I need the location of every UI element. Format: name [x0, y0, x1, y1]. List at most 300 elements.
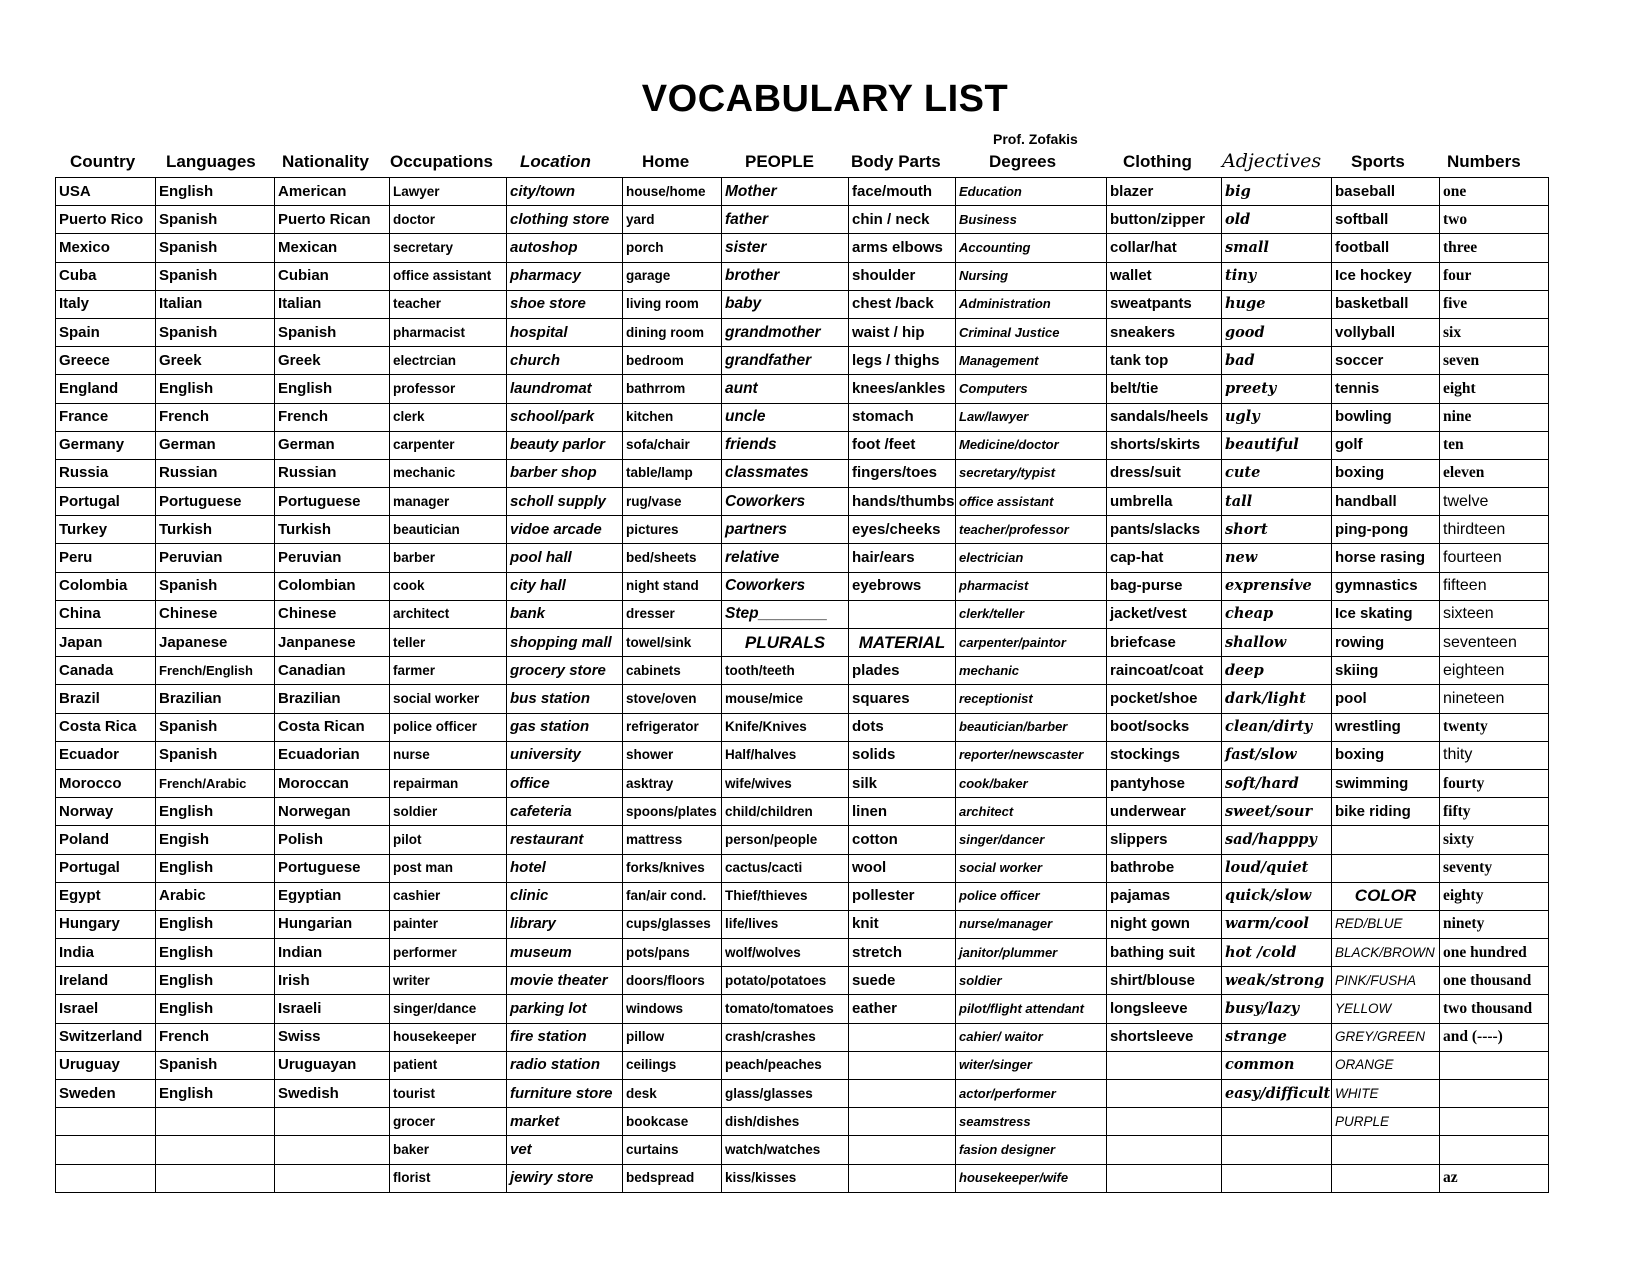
cell-sport: rowing [1332, 629, 1440, 657]
table-row [56, 431, 1549, 459]
cell-location: vet [507, 1136, 623, 1164]
table-row [56, 600, 1549, 628]
cell-adjective: strange [1222, 1023, 1332, 1051]
cell-degree: Nursing [956, 262, 1107, 290]
cell-number: six [1440, 318, 1549, 346]
cell-degree: actor/performer [956, 1080, 1107, 1108]
cell-number: nine [1440, 403, 1549, 431]
cell-number: ten [1440, 431, 1549, 459]
cell-degree: housekeeper/wife [956, 1164, 1107, 1192]
table-row [56, 1136, 1549, 1164]
cell-nationality: Norwegan [275, 798, 390, 826]
cell-number: seven [1440, 347, 1549, 375]
cell-degree: mechanic [956, 657, 1107, 685]
cell-degree: Business [956, 206, 1107, 234]
cell-people: person/people [722, 826, 849, 854]
cell-nationality: Peruvian [275, 544, 390, 572]
cell-language: French/Arabic [156, 769, 275, 797]
cell-occupation: grocer [390, 1108, 507, 1136]
cell-nationality: Swiss [275, 1023, 390, 1051]
table-row [56, 657, 1549, 685]
cell-home: desk [623, 1080, 722, 1108]
cell-language: English [156, 910, 275, 938]
cell-adjective: common [1222, 1051, 1332, 1079]
cell-sport: boxing [1332, 459, 1440, 487]
cell-clothing [1107, 1080, 1222, 1108]
cell-country: Greece [56, 347, 156, 375]
cell-body-part [849, 1164, 956, 1192]
cell-adjective: good [1222, 318, 1332, 346]
cell-degree: electrician [956, 544, 1107, 572]
cell-number: eleven [1440, 459, 1549, 487]
cell-sport: bike riding [1332, 798, 1440, 826]
cell-occupation: housekeeper [390, 1023, 507, 1051]
cell-occupation: farmer [390, 657, 507, 685]
cell-sport: pool [1332, 685, 1440, 713]
table-row [56, 826, 1549, 854]
cell-location: clinic [507, 882, 623, 910]
cell-location: bus station [507, 685, 623, 713]
cell-language: Portuguese [156, 488, 275, 516]
cell-home: bed/sheets [623, 544, 722, 572]
cell-occupation: florist [390, 1164, 507, 1192]
cell-language: Spanish [156, 318, 275, 346]
cell-number: eight [1440, 375, 1549, 403]
cell-number [1440, 1136, 1549, 1164]
cell-nationality: English [275, 375, 390, 403]
cell-nationality: French [275, 403, 390, 431]
cell-country: Germany [56, 431, 156, 459]
table-row [56, 488, 1549, 516]
cell-nationality [275, 1136, 390, 1164]
cell-body-part: foot /feet [849, 431, 956, 459]
cell-nationality: Greek [275, 347, 390, 375]
cell-adjective: short [1222, 516, 1332, 544]
cell-degree: Computers [956, 375, 1107, 403]
cell-language: English [156, 798, 275, 826]
cell-degree: pharmacist [956, 572, 1107, 600]
cell-language: Spanish [156, 572, 275, 600]
cell-home: kitchen [623, 403, 722, 431]
header-languages: Languages [166, 152, 256, 171]
cell-clothing: stockings [1107, 741, 1222, 769]
cell-adjective: ugly [1222, 403, 1332, 431]
cell-body-part: face/mouth [849, 178, 956, 206]
cell-language: English [156, 967, 275, 995]
cell-nationality: Chinese [275, 600, 390, 628]
cell-degree: carpenter/paintor [956, 629, 1107, 657]
cell-country: USA [56, 178, 156, 206]
cell-location: school/park [507, 403, 623, 431]
page-title: VOCABULARY LIST [641, 78, 1009, 120]
cell-location: grocery store [507, 657, 623, 685]
cell-home: sofa/chair [623, 431, 722, 459]
cell-occupation: painter [390, 910, 507, 938]
cell-people: Step________ [722, 600, 849, 628]
cell-language: Japanese [156, 629, 275, 657]
cell-home: night stand [623, 572, 722, 600]
cell-people: crash/crashes [722, 1023, 849, 1051]
cell-country: Uruguay [56, 1051, 156, 1079]
cell-language: German [156, 431, 275, 459]
cell-location: movie theater [507, 967, 623, 995]
cell-degree: Administration [956, 290, 1107, 318]
cell-adjective: fast/slow [1222, 741, 1332, 769]
cell-sport: golf [1332, 431, 1440, 459]
cell-country: Ecuador [56, 741, 156, 769]
cell-sport: horse rasing [1332, 544, 1440, 572]
cell-language: French [156, 1023, 275, 1051]
cell-body-part: waist / hip [849, 318, 956, 346]
cell-clothing: pajamas [1107, 882, 1222, 910]
cell-sport: softball [1332, 206, 1440, 234]
cell-occupation: doctor [390, 206, 507, 234]
cell-nationality: Moroccan [275, 769, 390, 797]
cell-body-part: suede [849, 967, 956, 995]
cell-occupation: teller [390, 629, 507, 657]
cell-clothing: underwear [1107, 798, 1222, 826]
cell-adjective: clean/dirty [1222, 713, 1332, 741]
cell-country: Spain [56, 318, 156, 346]
cell-body-part [849, 1023, 956, 1051]
cell-adjective: tall [1222, 488, 1332, 516]
cell-clothing: sandals/heels [1107, 403, 1222, 431]
cell-sport: Ice hockey [1332, 262, 1440, 290]
cell-people: grandfather [722, 347, 849, 375]
cell-adjective: shallow [1222, 629, 1332, 657]
cell-adjective: warm/cool [1222, 910, 1332, 938]
cell-sport [1332, 826, 1440, 854]
cell-clothing: blazer [1107, 178, 1222, 206]
cell-nationality: Hungarian [275, 910, 390, 938]
cell-people: brother [722, 262, 849, 290]
cell-body-part: squares [849, 685, 956, 713]
cell-occupation: professor [390, 375, 507, 403]
cell-degree: cook/baker [956, 769, 1107, 797]
cell-people: glass/glasses [722, 1080, 849, 1108]
cell-people: tooth/teeth [722, 657, 849, 685]
cell-sport: football [1332, 234, 1440, 262]
cell-clothing [1107, 1164, 1222, 1192]
cell-people: relative [722, 544, 849, 572]
cell-body-part: fingers/toes [849, 459, 956, 487]
cell-nationality: Spanish [275, 318, 390, 346]
cell-nationality: Colombian [275, 572, 390, 600]
table-row [56, 854, 1549, 882]
cell-adjective: old [1222, 206, 1332, 234]
cell-nationality: Egyptian [275, 882, 390, 910]
cell-number: one [1440, 178, 1549, 206]
cell-degree: nurse/manager [956, 910, 1107, 938]
cell-degree: office assistant [956, 488, 1107, 516]
cell-country [56, 1108, 156, 1136]
cell-people: uncle [722, 403, 849, 431]
cell-location: jewiry store [507, 1164, 623, 1192]
cell-occupation: nurse [390, 741, 507, 769]
cell-country: Portugal [56, 488, 156, 516]
cell-language: Spanish [156, 741, 275, 769]
table-row [56, 629, 1549, 657]
cell-location: gas station [507, 713, 623, 741]
cell-adjective: exprensive [1222, 572, 1332, 600]
cell-home: mattress [623, 826, 722, 854]
cell-people: tomato/tomatoes [722, 995, 849, 1023]
cell-degree: clerk/teller [956, 600, 1107, 628]
cell-location: shopping mall [507, 629, 623, 657]
header-clothing: Clothing [1123, 152, 1192, 171]
cell-degree: janitor/plummer [956, 939, 1107, 967]
header-location: Location [520, 152, 591, 171]
cell-location: pool hall [507, 544, 623, 572]
cell-home: table/lamp [623, 459, 722, 487]
table-row [56, 882, 1549, 910]
cell-adjective: beautiful [1222, 431, 1332, 459]
cell-sport: boxing [1332, 741, 1440, 769]
cell-home: living room [623, 290, 722, 318]
cell-home: windows [623, 995, 722, 1023]
cell-nationality: Polish [275, 826, 390, 854]
cell-adjective: cute [1222, 459, 1332, 487]
cell-home: pillow [623, 1023, 722, 1051]
cell-body-part: hair/ears [849, 544, 956, 572]
cell-location: scholl supply [507, 488, 623, 516]
cell-body-part: MATERIAL [849, 629, 956, 657]
cell-location: autoshop [507, 234, 623, 262]
cell-number: thity [1440, 741, 1549, 769]
cell-country: Turkey [56, 516, 156, 544]
cell-occupation: performer [390, 939, 507, 967]
cell-number: fourteen [1440, 544, 1549, 572]
cell-language: French/English [156, 657, 275, 685]
cell-nationality: German [275, 431, 390, 459]
cell-language: Spanish [156, 713, 275, 741]
table-row [56, 403, 1549, 431]
cell-home: bookcase [623, 1108, 722, 1136]
cell-sport: gymnastics [1332, 572, 1440, 600]
cell-clothing: umbrella [1107, 488, 1222, 516]
cell-country: Peru [56, 544, 156, 572]
table-row [56, 347, 1549, 375]
cell-language: English [156, 1080, 275, 1108]
cell-body-part [849, 1108, 956, 1136]
cell-nationality: Uruguayan [275, 1051, 390, 1079]
cell-adjective: new [1222, 544, 1332, 572]
cell-clothing: jacket/vest [1107, 600, 1222, 628]
cell-language: Greek [156, 347, 275, 375]
cell-language: Italian [156, 290, 275, 318]
cell-home: pictures [623, 516, 722, 544]
cell-body-part: eyes/cheeks [849, 516, 956, 544]
cell-nationality: Canadian [275, 657, 390, 685]
cell-number: nineteen [1440, 685, 1549, 713]
cell-nationality: American [275, 178, 390, 206]
cell-number: thirdteen [1440, 516, 1549, 544]
cell-language: English [156, 375, 275, 403]
cell-number: twenty [1440, 713, 1549, 741]
cell-sport [1332, 854, 1440, 882]
cell-occupation: Lawyer [390, 178, 507, 206]
cell-adjective: huge [1222, 290, 1332, 318]
cell-language [156, 1164, 275, 1192]
cell-adjective: quick/slow [1222, 882, 1332, 910]
cell-language: English [156, 178, 275, 206]
cell-location: restaurant [507, 826, 623, 854]
cell-number: seventeen [1440, 629, 1549, 657]
cell-number: one hundred [1440, 939, 1549, 967]
cell-country: Puerto Rico [56, 206, 156, 234]
cell-nationality: Janpanese [275, 629, 390, 657]
cell-home: bedroom [623, 347, 722, 375]
table-row [56, 178, 1549, 206]
cell-occupation: beautician [390, 516, 507, 544]
cell-country: Poland [56, 826, 156, 854]
cell-people: wife/wives [722, 769, 849, 797]
cell-country: Hungary [56, 910, 156, 938]
cell-occupation: architect [390, 600, 507, 628]
cell-adjective [1222, 1108, 1332, 1136]
cell-number: ninety [1440, 910, 1549, 938]
cell-nationality: Portuguese [275, 854, 390, 882]
cell-people: mouse/mice [722, 685, 849, 713]
cell-country: India [56, 939, 156, 967]
cell-home: doors/floors [623, 967, 722, 995]
cell-body-part [849, 1080, 956, 1108]
cell-adjective: sweet/sour [1222, 798, 1332, 826]
cell-language [156, 1136, 275, 1164]
cell-country: Morocco [56, 769, 156, 797]
cell-location: market [507, 1108, 623, 1136]
cell-location: bank [507, 600, 623, 628]
cell-location: office [507, 769, 623, 797]
cell-degree: singer/dancer [956, 826, 1107, 854]
cell-occupation: patient [390, 1051, 507, 1079]
cell-adjective: hot /cold [1222, 939, 1332, 967]
cell-home: pots/pans [623, 939, 722, 967]
header-home: Home [642, 152, 690, 171]
cell-number: fourty [1440, 769, 1549, 797]
cell-clothing: wallet [1107, 262, 1222, 290]
cell-body-part [849, 1051, 956, 1079]
cell-location: church [507, 347, 623, 375]
cell-number: two thousand [1440, 995, 1549, 1023]
cell-clothing [1107, 1136, 1222, 1164]
cell-occupation: barber [390, 544, 507, 572]
cell-number [1440, 1051, 1549, 1079]
cell-clothing: briefcase [1107, 629, 1222, 657]
cell-location: beauty parlor [507, 431, 623, 459]
cell-clothing: longsleeve [1107, 995, 1222, 1023]
cell-nationality: Costa Rican [275, 713, 390, 741]
cell-nationality: Brazilian [275, 685, 390, 713]
table-row [56, 290, 1549, 318]
cell-degree: fasion designer [956, 1136, 1107, 1164]
cell-body-part: stomach [849, 403, 956, 431]
table-row [56, 459, 1549, 487]
cell-degree: witer/singer [956, 1051, 1107, 1079]
table-row [56, 262, 1549, 290]
table-row [56, 967, 1549, 995]
cell-home: stove/oven [623, 685, 722, 713]
cell-clothing: bag-purse [1107, 572, 1222, 600]
cell-number: and (----) [1440, 1023, 1549, 1051]
cell-country: China [56, 600, 156, 628]
cell-adjective: small [1222, 234, 1332, 262]
cell-degree: architect [956, 798, 1107, 826]
cell-nationality [275, 1164, 390, 1192]
cell-home: curtains [623, 1136, 722, 1164]
cell-country: Norway [56, 798, 156, 826]
cell-language: English [156, 854, 275, 882]
cell-clothing: sneakers [1107, 318, 1222, 346]
cell-location: hotel [507, 854, 623, 882]
cell-people: Thief/thieves [722, 882, 849, 910]
cell-home: dresser [623, 600, 722, 628]
cell-clothing [1107, 1108, 1222, 1136]
cell-language: Spanish [156, 234, 275, 262]
cell-people: aunt [722, 375, 849, 403]
cell-sport: soccer [1332, 347, 1440, 375]
cell-home: bathrrom [623, 375, 722, 403]
cell-nationality: Indian [275, 939, 390, 967]
cell-occupation: secretary [390, 234, 507, 262]
table-row [56, 995, 1549, 1023]
cell-people: life/lives [722, 910, 849, 938]
cell-home: shower [623, 741, 722, 769]
cell-body-part: plades [849, 657, 956, 685]
cell-sport: RED/BLUE [1332, 910, 1440, 938]
cell-sport: Ice skating [1332, 600, 1440, 628]
cell-people: Knife/Knives [722, 713, 849, 741]
cell-country: Egypt [56, 882, 156, 910]
table-row [56, 318, 1549, 346]
cell-sport [1332, 1164, 1440, 1192]
cell-location: parking lot [507, 995, 623, 1023]
cell-clothing: boot/socks [1107, 713, 1222, 741]
cell-body-part: cotton [849, 826, 956, 854]
cell-language: Arabic [156, 882, 275, 910]
cell-nationality: Puerto Rican [275, 206, 390, 234]
cell-sport: wrestling [1332, 713, 1440, 741]
cell-nationality: Israeli [275, 995, 390, 1023]
author-name: Prof. Zofakis [993, 131, 1078, 147]
cell-sport: BLACK/BROWN [1332, 939, 1440, 967]
table-row [56, 685, 1549, 713]
cell-language: Turkish [156, 516, 275, 544]
cell-location: shoe store [507, 290, 623, 318]
cell-number: eighteen [1440, 657, 1549, 685]
cell-occupation: electrcian [390, 347, 507, 375]
cell-country: Russia [56, 459, 156, 487]
cell-sport: WHITE [1332, 1080, 1440, 1108]
cell-clothing: pocket/shoe [1107, 685, 1222, 713]
cell-number: four [1440, 262, 1549, 290]
cell-home: bedspread [623, 1164, 722, 1192]
cell-home: rug/vase [623, 488, 722, 516]
cell-number: fifteen [1440, 572, 1549, 600]
cell-country: Canada [56, 657, 156, 685]
cell-country: Italy [56, 290, 156, 318]
cell-adjective: preety [1222, 375, 1332, 403]
cell-degree: Management [956, 347, 1107, 375]
cell-body-part: solids [849, 741, 956, 769]
cell-occupation: pharmacist [390, 318, 507, 346]
cell-sport: YELLOW [1332, 995, 1440, 1023]
cell-language: English [156, 939, 275, 967]
cell-adjective: sad/happpy [1222, 826, 1332, 854]
cell-number: az [1440, 1164, 1549, 1192]
cell-occupation: cashier [390, 882, 507, 910]
cell-body-part: chest /back [849, 290, 956, 318]
